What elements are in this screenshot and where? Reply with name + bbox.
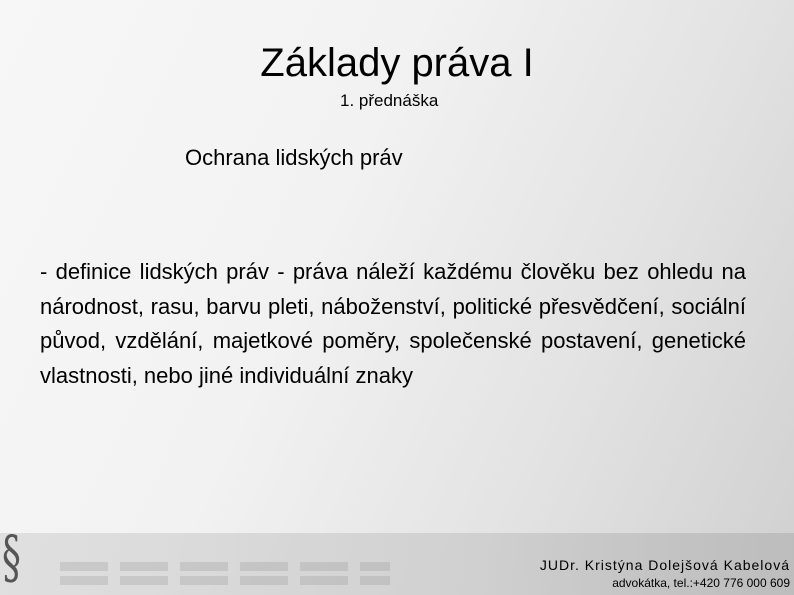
section-sign-icon: § [2, 523, 21, 591]
slide-title-text: Základy práva I [260, 41, 534, 85]
body-paragraph: - definice lidských práv - práva náleží každému člověku bez ohledu na národnost, rasu, barvu pleti, náboženství, politické přesvědčení, sociální původ, vzdělání, majetkové poměry, společenské postavení, genetické vlastnosti, nebo jiné individuální znaky [40, 259, 746, 388]
footer-author: JUDr. Kristýna Dolejšová Kabelová [539, 557, 790, 573]
footer-contact: advokátka, tel.:+420 776 000 609 [612, 576, 790, 590]
slide-title [0, 38, 794, 88]
section-heading: Ochrana lidských práv [185, 145, 403, 170]
footer-watermark-row [60, 576, 390, 585]
footer-watermark-row [60, 562, 390, 571]
slide-subtitle: 1. přednáška [340, 91, 439, 110]
